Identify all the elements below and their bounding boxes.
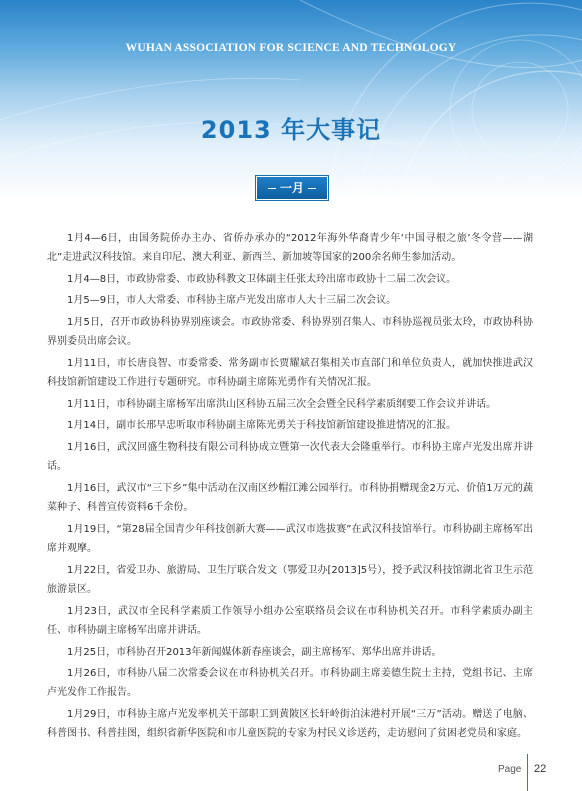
page-title: 2013 年大事记 — [200, 116, 382, 144]
event-entry: 1月29日，市科协主席卢光发率机关干部职工到黄陂区长轩岭街泊沫港村开展“三万”活动。赠送了电脑、科普图书、科普挂图，组织省新华医院和市儿童医院的专家为村民义诊送药，走访慰问了贫困老党员和家庭。 — [47, 708, 533, 740]
event-entry: 1月26日，市科协八届二次常委会议在市科协机关召开。市科协副主席姜德生院士主持，党组书记、主席卢光发作工作报告。 — [47, 668, 533, 699]
event-entry: 1月16日，武汉回盛生物科技有限公司科协成立暨第一次代表大会隆重举行。市科协主席卢光发出席并讲话。 — [47, 442, 533, 473]
event-entry: 1月19日，“第28届全国青少年科技创新大赛——武汉市选拔赛”在武汉科技馆举行。市科协副主席杨军出席并观摩。 — [47, 523, 533, 555]
event-entry: 1月5—9日，市人大常委、市科协主席卢光发出席市人大十三届二次会议。 — [67, 295, 397, 307]
badge-dash-right — [308, 188, 316, 189]
event-entry: 1月16日，武汉市“三下乡”集中活动在汉南区纱帽江滩公园举行。市科协捐赠现金2万元、价值1万元的蔬菜种子、科普宣传资料6千余份。 — [47, 482, 533, 514]
event-entry: 1月25日，市科协召开2013年新闻媒体新春座谈会，副主席杨军、郑华出席并讲话。 — [67, 646, 442, 658]
month-badge — [256, 176, 328, 200]
decorative-arcs — [0, 0, 582, 200]
svg-text:10100010011: 10100010011 — [360, 138, 420, 148]
svg-text:1001010100010100: 1001010100010100 — [330, 165, 417, 175]
page-label: Page — [498, 764, 522, 775]
event-entry: 1月11日，市长唐良智、市委常委、常务副市长贾耀斌召集相关市直部门和单位负责人，就加快推进武汉科技馆新馆建设工作进行专题研究。市科协副主席陈光勇作有关情况汇报。 — [47, 357, 533, 389]
event-entry: 1月4—6日，由国务院侨办主办、省侨办承办的“2012年海外华裔青少年‘中国寻根之旅’冬令营——湖北”走进武汉科技馆。来自印尼、澳大利亚、新西兰、新加坡等国家的200余名师生参加活动。 — [47, 233, 533, 264]
footer-divider — [527, 754, 528, 791]
badge-dash-left — [268, 188, 276, 189]
event-entry: 1月22日，省爱卫办、旅游局、卫生厅联合发文（鄂爱卫办[2013]5号），授予武汉科技馆湖北省卫生示范旅游景区。 — [47, 564, 533, 596]
header-banner — [0, 0, 582, 200]
event-entry: 1月5日，召开市政协科协界别座谈会。市政协常委、科协界别召集人、市科协巡视员张太玲，市政协科协界别委员出席会议。 — [47, 317, 533, 348]
page-number: 22 — [534, 763, 547, 775]
event-entry: 1月11日，市科协副主席杨军出席洪山区科协五届三次全会暨全民科学素质纲要工作会议并讲话。 — [67, 398, 497, 410]
month-label: 一月 — [279, 181, 304, 195]
organization-name: WUHAN ASSOCIATION FOR SCIENCE AND TECHNOLOGY — [125, 42, 457, 54]
event-entry: 1月23日，武汉市全民科学素质工作领导小组办公室联络员会议在市科协机关召开。市科学素质办副主任、市科协副主席杨军出席并讲话。 — [47, 605, 533, 636]
event-entry: 1月4—8日，市政协常委、市政协科教文卫体副主任张太玲出席市政协十二届二次会议。 — [67, 273, 457, 285]
event-list — [47, 229, 533, 746]
svg-text:0101001000101001: 0101001000101001 — [350, 179, 437, 189]
event-entry: 1月14日，副市长邢早忠听取市科协副主席陈光勇关于科技馆新馆建设推进情况的汇报。 — [67, 420, 457, 432]
